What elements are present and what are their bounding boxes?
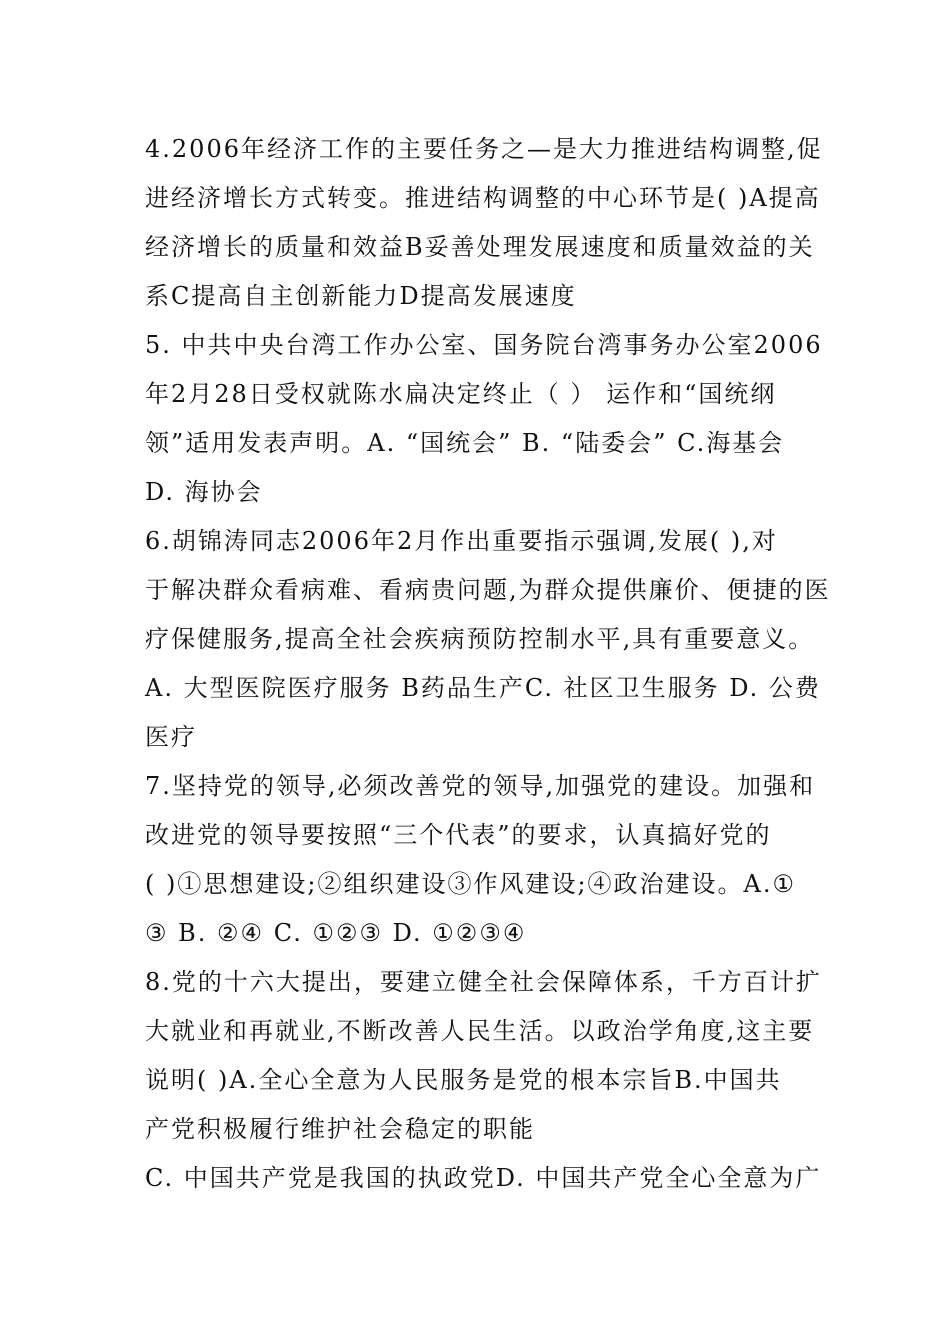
text-line: 8.党的十六大提出，要建立健全社会保障体系，千方百计扩 — [145, 968, 822, 996]
text-line: 产党积极履行维护社会稳定的职能 — [145, 1115, 535, 1143]
text-line: 进经济增长方式转变。推进结构调整的中心环节是( )A提高 — [145, 184, 821, 212]
text-line: ( )①思想建设;②组织建设③作风建设;④政治建设。A.① — [145, 870, 797, 898]
text-line: 系C提高自主创新能力D提高发展速度 — [145, 282, 577, 310]
text-line: 改进党的领导要按照“三个代表”的要求，认真搞好党的 — [145, 821, 772, 849]
text-line: 说明( )A.全心全意为人民服务是党的根本宗旨B.中国共 — [145, 1066, 782, 1094]
document-body — [145, 125, 831, 1203]
text-line: 6.胡锦涛同志2006年2月作出重要指示强调,发展( ),对 — [145, 527, 778, 555]
text-line: 7.坚持党的领导,必须改善党的领导,加强党的建设。加强和 — [145, 772, 816, 800]
text-line: ③ B. ②④ C. ①②③ D. ①②③④ — [145, 919, 527, 947]
text-line: 5. 中共中央台湾工作办公室、国务院台湾事务办公室2006 — [145, 331, 823, 359]
text-line: A. 大型医院医疗服务 B药品生产C. 社区卫生服务 D. 公费 — [145, 674, 821, 702]
text-line: 4.2006年经济工作的主要任务之—是大力推进结构调整,促 — [145, 135, 823, 163]
text-line: D. 海协会 — [145, 478, 263, 506]
text-line: 医疗 — [145, 723, 197, 751]
text-line: 经济增长的质量和效益B妥善处理发展速度和质量效益的关 — [145, 233, 815, 261]
text-line: C. 中国共产党是我国的执政党D. 中国共产党全心全意为广 — [145, 1164, 822, 1192]
text-line: 领”适用发表声明。A. “国统会” B. “陆委会” C.海基会 — [145, 429, 785, 457]
text-line: 于解决群众看病难、看病贵问题,为群众提供廉价、便捷的医 — [145, 576, 831, 604]
text-line: 年2月28日受权就陈水扁决定终止（ ） 运作和“国统纲 — [145, 380, 777, 408]
text-line: 疗保健服务,提高全社会疾病预防控制水平,具有重要意义。 — [145, 625, 815, 653]
text-line: 大就业和再就业,不断改善人民生活。以政治学角度,这主要 — [145, 1017, 815, 1045]
